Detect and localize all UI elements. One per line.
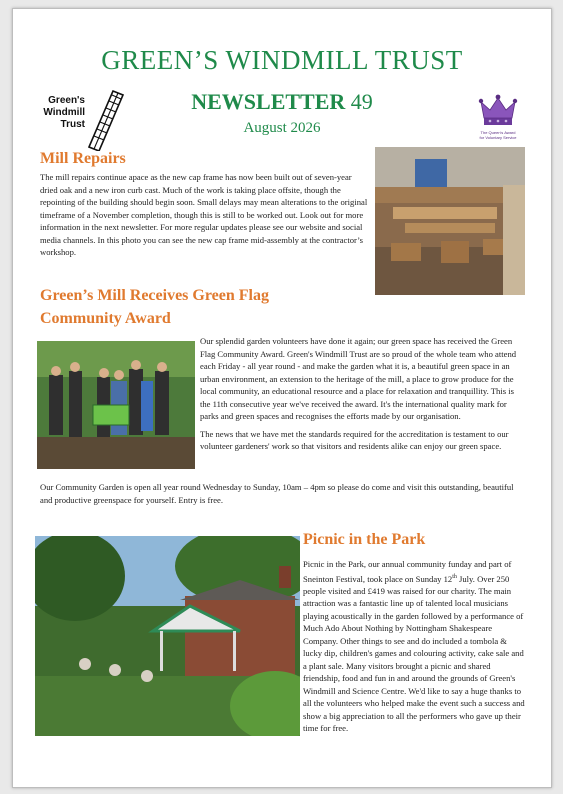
- green-flag-heading-line-1: Green’s Mill Receives Green Flag: [40, 287, 269, 304]
- picnic-heading: Picnic in the Park: [303, 531, 426, 548]
- windmill-sail-icon: [85, 89, 125, 151]
- queens-award-badge: [471, 94, 525, 142]
- award-caption-1: The Queen's Award: [480, 130, 516, 135]
- logo-line-3: Trust: [60, 119, 85, 130]
- green-flag-para-3: Our Community Garden is open all year round Wednesday to Sunday, 10am – 4pm so please do come and visit this outstanding, beautiful and productive greenspace for yourself. Entry is free.: [40, 482, 514, 505]
- green-flag-para-1: Our splendid garden volunteers have done it again; our green space has received the Green Flag Community Award. Green's Windmill Trust are so proud of the whole team who attend each Friday - all year round - and make the garden what it is, a beautiful green space in an urban environment, an extension to the heritage of the mill, a place to grow produce for the local community, an educational resource and a place for relaxation and tranquillity. This is the 11th consecutive year we've received the award. It's the international quality mark for parks and green spaces and recognises the efforts made by our organisation.: [200, 336, 517, 421]
- logo-line-2: Windmill: [43, 107, 85, 118]
- picnic-text: [303, 558, 527, 735]
- logo-line-1: Green's: [48, 95, 85, 106]
- green-flag-para-2: The news that we have met the standards required for the accreditation is testament to our volunteer gardeners' work so that visitors and residents alike can enjoy our green space.: [200, 428, 509, 451]
- masthead-title: GREEN’S WINDMILL TRUST: [101, 45, 463, 75]
- issue-number: 49: [350, 89, 373, 114]
- award-caption-2: for Voluntary Service: [479, 135, 517, 140]
- gwt-logo: [35, 89, 125, 151]
- issue-date: August 2026: [243, 120, 321, 136]
- mill-repairs-text: The mill repairs continue apace as the new cap frame has now been built out of seven-year dried oak and a new iron curb cast. Much of the work is taking place offsite, though the repointing of the building should begin soon. Small delays may mean alterations to the original timeframe of a November completion, though this is still to be worked out. Look out for more information in the next newsletter. For more regular updates please see our website and social media channels. In this photo you can see the new cap frame mid-assembly at the contractor’s workshop.: [40, 172, 368, 257]
- green-flag-text: [200, 335, 526, 453]
- mill-repairs-photo: [375, 147, 525, 295]
- green-flag-heading-line-2: Community Award: [40, 310, 171, 327]
- crown-icon: [471, 94, 525, 130]
- newsletter-page: [12, 8, 552, 788]
- garden-volunteers-photo: [37, 341, 195, 469]
- green-flag-heading: [40, 284, 269, 330]
- picnic-text-1: Picnic in the Park, our annual community funday and part of Sneinton Festival, took place on Sunday 12: [303, 559, 512, 584]
- newsletter-word: NEWSLETTER: [191, 89, 346, 114]
- picnic-text-2: July. Over 250 people visited and £419 was raised for our charity. The main attraction was a fantastic line up of talented local musicians playing acoustically in the garden followed by a performance of Much Ado About Nothing by Nottingham Shakespeare Company. Other things to see and do included a tombola & lucky dip, children's games and colouring activity, cake sale and a plant sale. Many visitors brought a picnic and shared friendship, food and fun in and around the grounds of Green's Windmill and Science Centre. We'd like to say a huge thanks to all the volunteers who helped make the event such a success and show a big appreciation to all the performers who gave up their time for free.: [303, 573, 525, 734]
- mill-repairs-heading: Mill Repairs: [40, 150, 126, 167]
- picnic-text-sup: th: [452, 573, 457, 580]
- picnic-photo: [35, 536, 300, 736]
